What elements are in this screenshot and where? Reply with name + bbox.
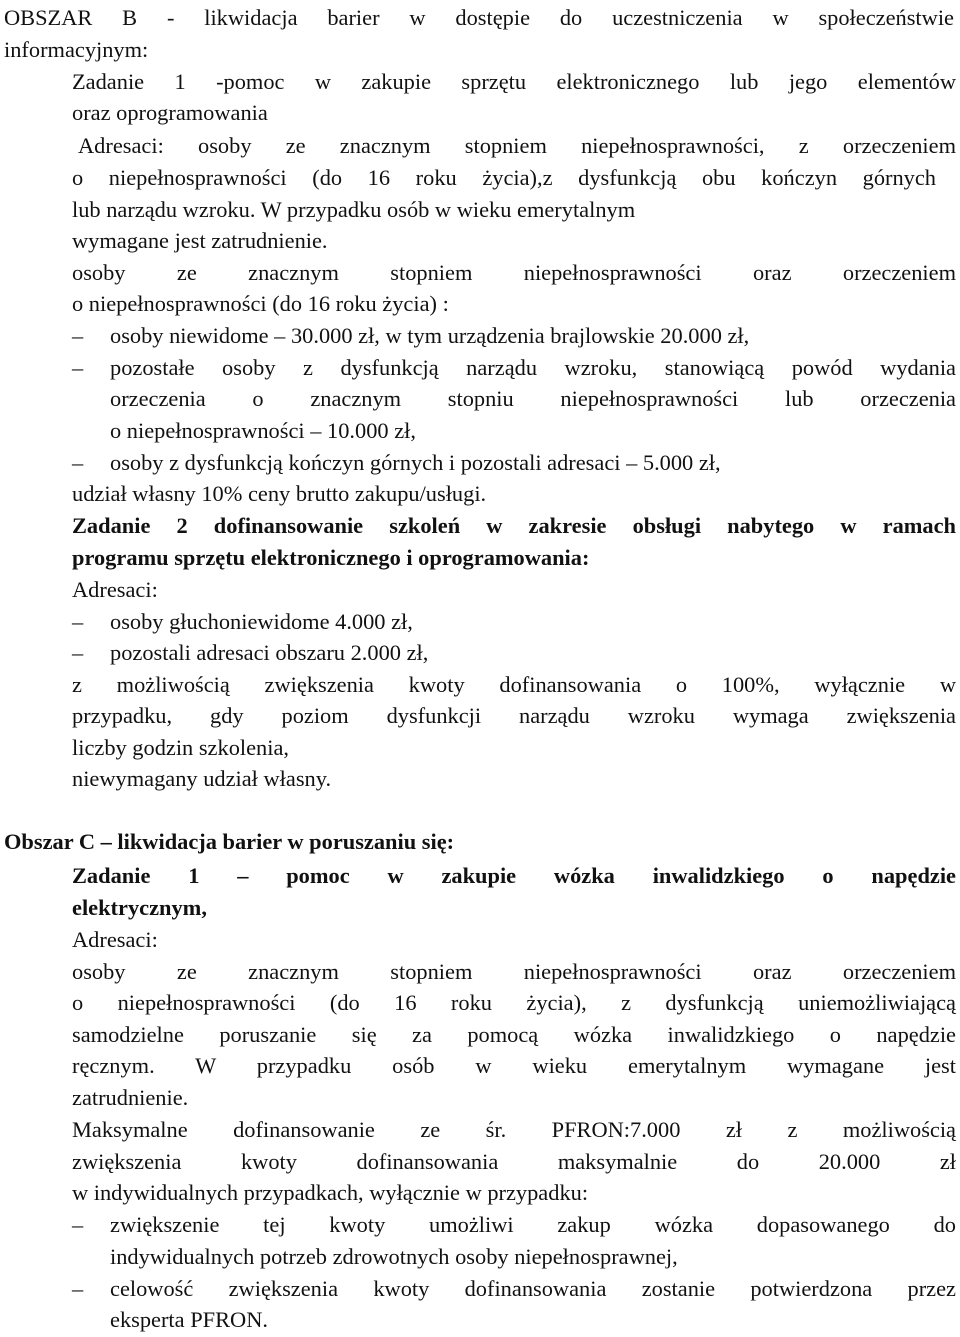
- c-zadanie1-title-line1: Zadanie 1 – pomoc w zakupie wózka inwalidzkiego o napędzie: [72, 863, 956, 888]
- obszar-b-heading-line2: informacyjnym:: [4, 37, 149, 62]
- c-zadanie1-body-line2: o niepełnosprawności (do 16 roku życia), z dysfunkcją uniemożliwiającą: [72, 990, 956, 1015]
- b-zadanie2-note-line2: przypadku, gdy poziom dysfunkcji narządu wzroku wymaga zwiększenia: [72, 703, 956, 728]
- c-zadanie1-bullet1-line1: zwiększenie tej kwoty umożliwi zakup wózka dopasowanego do: [110, 1212, 956, 1237]
- b-zadanie2-note-line4: niewymagany udział własny.: [72, 766, 332, 791]
- c-zadanie1-body-line3: samodzielne poruszanie się za pomocą wózka inwalidzkiego o napędzie: [72, 1022, 956, 1047]
- b-zadanie2-note-line3: liczby godzin szkolenia,: [72, 735, 289, 760]
- b-zadanie1-adresaci-label: Adresaci:: [78, 133, 164, 158]
- c-zadanie1-bullet1-line2: indywidualnych potrzeb zdrowotnych osoby niepełnosprawnej,: [110, 1244, 678, 1269]
- b-zadanie1-bullet2-line2: orzeczenia o znacznym stopniu niepełnosprawności lub orzeczenia: [110, 386, 956, 411]
- bullet-dash: –: [72, 450, 84, 475]
- bullet-dash: –: [72, 640, 84, 665]
- b-zadanie1-udzial: udział własny 10% ceny brutto zakupu/usługi.: [72, 481, 487, 506]
- b-zadanie1-adresaci-text: osoby ze znacznym stopniem niepełnosprawności, z orzeczeniem: [198, 133, 956, 158]
- b-zadanie1-bullet1: osoby niewidome – 30.000 zł, w tym urządzenia brajlowskie 20.000 zł,: [110, 323, 750, 348]
- b-zadanie1-bullet2-line3: o niepełnosprawności – 10.000 zł,: [110, 418, 416, 443]
- c-zadanie1-bullet2-line1: celowość zwiększenia kwoty dofinansowania zostanie potwierdzona przez: [110, 1276, 956, 1301]
- bullet-dash: –: [72, 1212, 84, 1237]
- c-zadanie1-bullet2-line2: eksperta PFRON.: [110, 1307, 268, 1332]
- obszar-b-heading-line1: OBSZAR B - likwidacja barier w dostępie do uczestniczenia w społeczeństwie: [4, 5, 954, 30]
- b-zadanie1-bullet3: osoby z dysfunkcją kończyn górnych i pozostali adresaci – 5.000 zł,: [110, 450, 721, 475]
- b-zadanie1-adresaci-line1: [78, 132, 956, 160]
- b-zadanie1-title-line1: Zadanie 1 -pomoc w zakupie sprzętu elektronicznego lub jego elementów: [72, 69, 956, 94]
- b-zadanie1-kwoty-line2: o niepełnosprawności (do 16 roku życia) :: [72, 291, 449, 316]
- b-zadanie1-adresaci-line4: wymagane jest zatrudnienie.: [72, 228, 328, 253]
- bullet-dash: –: [72, 1276, 84, 1301]
- bullet-dash: –: [72, 609, 84, 634]
- c-zadanie1-max-line3: w indywidualnych przypadkach, wyłącznie w przypadku:: [72, 1180, 589, 1205]
- b-zadanie1-adresaci-line3: lub narządu wzroku. W przypadku osób w wieku emerytalnym: [72, 197, 636, 222]
- b-zadanie2-bullet1: osoby głuchoniewidome 4.000 zł,: [110, 609, 413, 634]
- bullet-dash: –: [72, 355, 84, 380]
- c-zadanie1-max-line1: Maksymalne dofinansowanie ze śr. PFRON:7.000 zł z możliwością: [72, 1117, 956, 1142]
- b-zadanie1-title-line2: oraz oprogramowania: [72, 100, 268, 125]
- b-zadanie2-note-line1: z możliwością zwiększenia kwoty dofinansowania o 100%, wyłącznie w: [72, 672, 956, 697]
- c-zadanie1-body-line5: zatrudnienie.: [72, 1085, 189, 1110]
- obszar-c-heading: Obszar C – likwidacja barier w poruszaniu się:: [4, 829, 455, 854]
- c-zadanie1-body-line1: osoby ze znacznym stopniem niepełnosprawności oraz orzeczeniem: [72, 959, 956, 984]
- b-zadanie2-title-line2: programu sprzętu elektronicznego i oprogramowania:: [72, 545, 590, 570]
- b-zadanie2-bullet2: pozostali adresaci obszaru 2.000 zł,: [110, 640, 429, 665]
- b-zadanie2-adresaci-label: Adresaci:: [72, 577, 158, 602]
- c-zadanie1-title-line2: elektrycznym,: [72, 895, 207, 920]
- b-zadanie1-kwoty-line1: osoby ze znacznym stopniem niepełnosprawności oraz orzeczeniem: [72, 260, 956, 285]
- b-zadanie1-bullet2-line1: pozostałe osoby z dysfunkcją narządu wzroku, stanowiącą powód wydania: [110, 355, 956, 380]
- b-zadanie1-adresaci-line2: o niepełnosprawności (do 16 roku życia),z dysfunkcją obu kończyn górnych: [72, 165, 936, 190]
- c-zadanie1-body-line4: ręcznym. W przypadku osób w wieku emerytalnym wymagane jest: [72, 1053, 956, 1078]
- bullet-dash: –: [72, 323, 84, 348]
- b-zadanie2-title-line1: Zadanie 2 dofinansowanie szkoleń w zakresie obsługi nabytego w ramach: [72, 513, 956, 538]
- c-zadanie1-max-line2: zwiększenia kwoty dofinansowania maksymalnie do 20.000 zł: [72, 1149, 956, 1174]
- c-zadanie1-adresaci-label: Adresaci:: [72, 927, 158, 952]
